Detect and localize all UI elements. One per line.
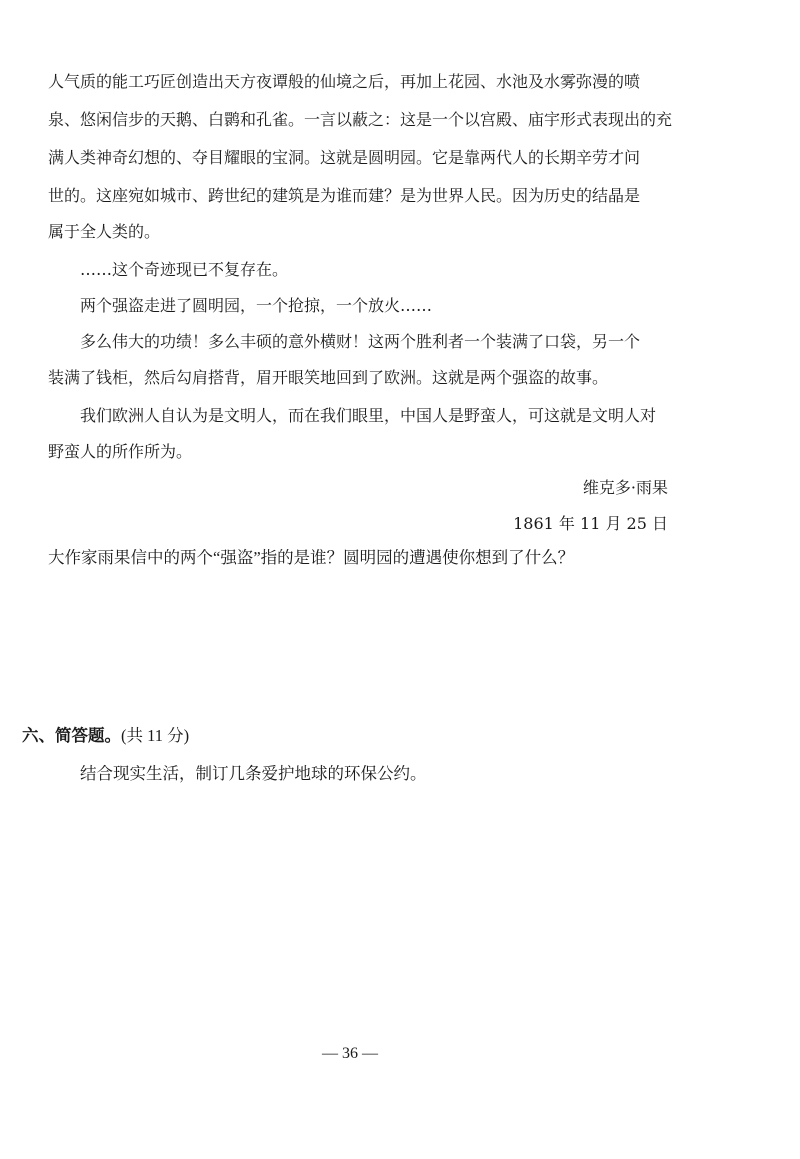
letter-paragraph: 两个强盗走进了圆明园，一个抢掠，一个放火…… [80,296,433,315]
letter-line: 属于全人类的。 [48,222,161,241]
letter-line: 世的。这座宛如城市、跨世纪的建筑是为谁而建？是为世界人民。因为历史的结晶是 [48,186,641,205]
letter-line: 我们欧洲人自认为是文明人，而在我们眼里，中国人是野蛮人，可这就是文明人对 [80,406,657,425]
section-points: (共 11 分) [121,726,190,745]
section-task: 结合现实生活，制订几条爱护地球的环保公约。 [80,764,427,783]
letter-signature: 维克多·雨果 [582,478,668,497]
letter-line: 野蛮人的所作所为。 [48,442,193,461]
letter-line: 泉、悠闲信步的天鹅、白鹮和孔雀。一言以蔽之：这是一个以宫殿、庙宇形式表现出的充 [48,110,673,129]
question-text: 大作家雨果信中的两个“强盗”指的是谁？圆明园的遭遇使你想到了什么？ [48,548,575,567]
letter-line: 人气质的能工巧匠创造出天方夜谭般的仙境之后，再加上花园、水池及水雾弥漫的喷 [48,72,641,91]
page-number: — 36 — [322,1045,378,1062]
letter-line: 满人类神奇幻想的、夺目耀眼的宝洞。这就是圆明园。它是靠两代人的长期辛劳才问 [48,148,641,167]
section-title: 六、简答题。 [22,726,121,745]
letter-line: 装满了钱柜，然后勾肩搭背，眉开眼笑地回到了欧洲。这就是两个强盗的故事。 [48,368,609,387]
letter-date: 1861 年 11 月 25 日 [513,514,668,533]
section-heading [22,722,189,750]
letter-paragraph: ……这个奇迹现已不复存在。 [80,260,289,279]
letter-line: 多么伟大的功绩！多么丰硕的意外横财！这两个胜利者一个装满了口袋，另一个 [80,332,641,351]
